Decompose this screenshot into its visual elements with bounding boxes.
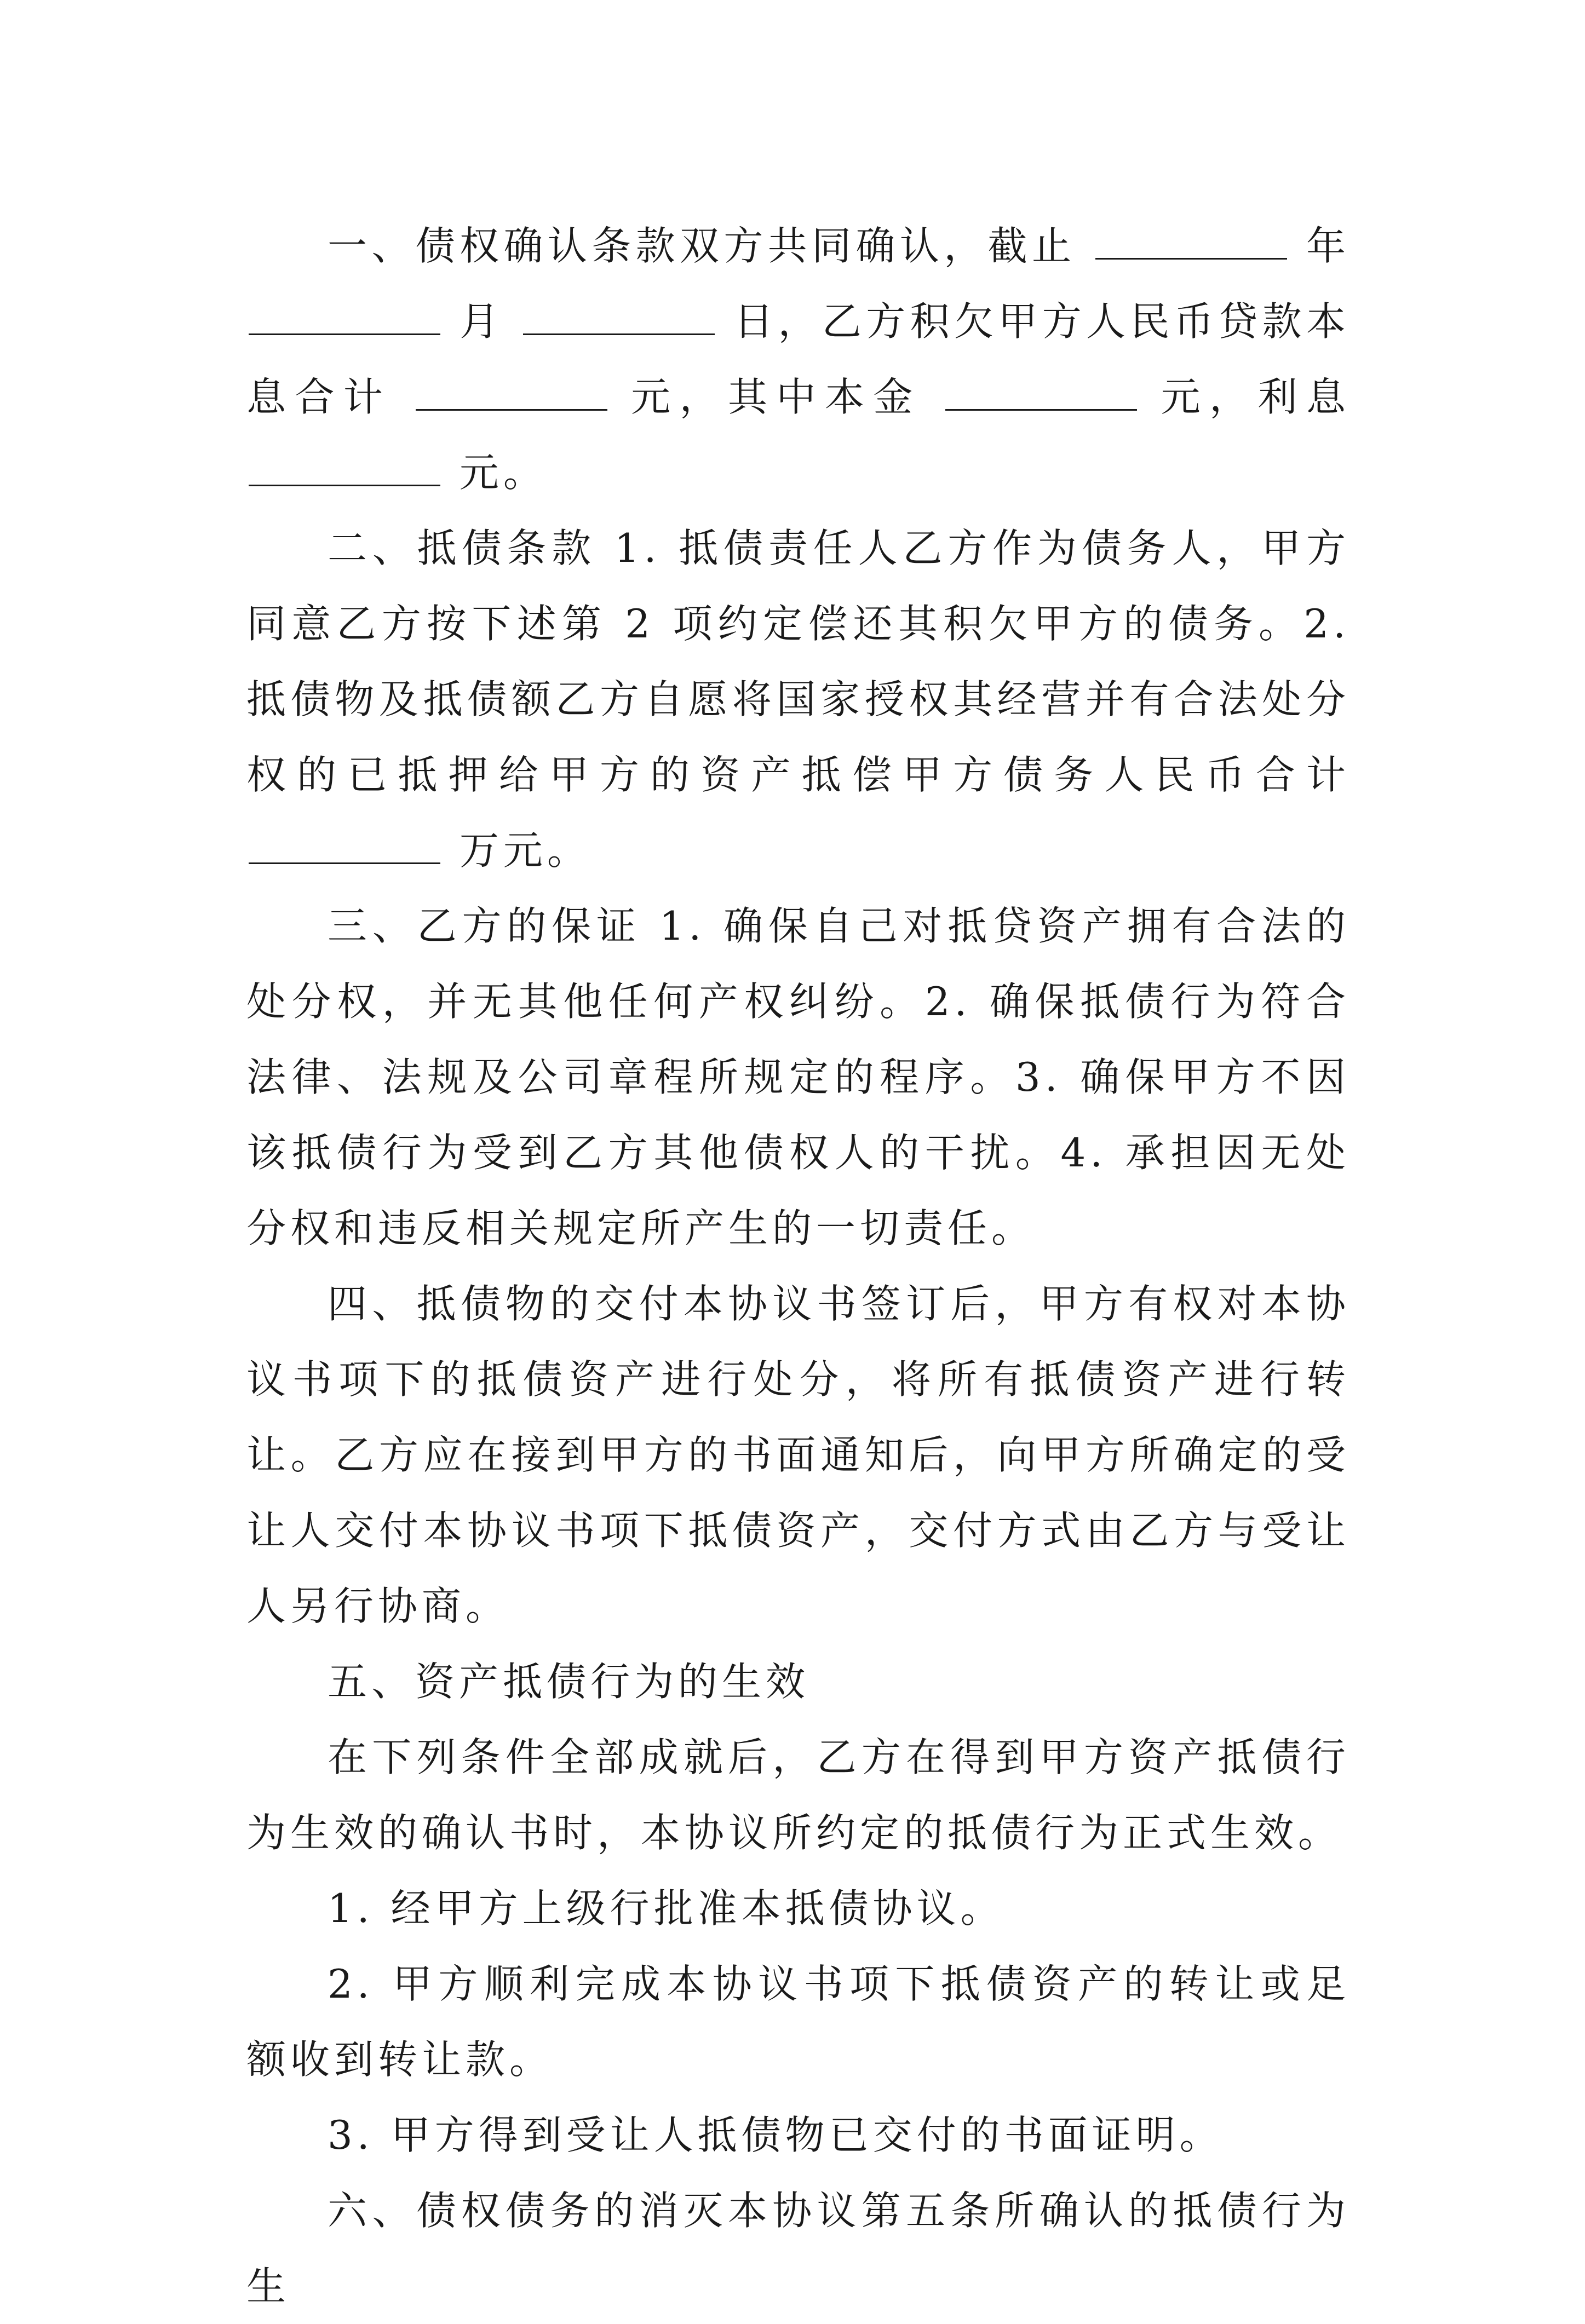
blank-offset-amount: [249, 832, 440, 864]
clause-1-text-d: 日，乙方积欠甲方人民币贷款本息合计: [246, 298, 1350, 420]
document-page: [246, 208, 1350, 2324]
clause-1-text-b: 年: [1306, 223, 1350, 269]
clause-1-text-e: 元，其中本金: [631, 374, 922, 420]
clause-2-offset-terms: [246, 510, 1350, 888]
blank-interest: [249, 454, 440, 486]
clause-2-text-b: 万元。: [459, 827, 591, 873]
blank-principal: [945, 378, 1137, 411]
blank-year: [1095, 227, 1287, 260]
clause-6-extinction: 六、债权债务的消灭本协议第五条所确认的抵债行为生: [246, 2188, 1350, 2309]
clause-5-title: 五、资产抵债行为的生效: [328, 1659, 810, 1705]
clause-3-guarantees: 三、乙方的保证 1. 确保自己对抵贷资产拥有合法的处分权，并无其他任何产权纠纷。2. 确保抵债行为符合法律、法规及公司章程所规定的程序。3. 确保甲方不因该抵债行为受到乙方其他债权人的干扰。4. 承担因无处分权和违反相关规定所产生的一切责任。: [246, 903, 1350, 1251]
clause-1-debt-confirmation: [246, 208, 1350, 510]
clause-5-item-1: 1. 经甲方上级行批准本抵债协议。: [328, 1885, 1004, 1931]
clause-2-text-a: 二、抵债条款 1. 抵债责任人乙方作为债务人，甲方同意乙方按下述第 2 项约定偿还其积欠甲方的债务。2. 抵债物及抵债额乙方自愿将国家授权其经营并有合法处分权的已抵押给甲方的资产抵偿甲方债务人民币合计: [246, 525, 1350, 798]
clause-1-text-g: 元。: [459, 450, 547, 496]
clause-5-item-3: 3. 甲方得到受让人抵债物已交付的书面证明。: [328, 2112, 1224, 2158]
clause-4-delivery: 四、抵债物的交付本协议书签订后，甲方有权对本协议书项下的抵债资产进行处分，将所有抵债资产进行转让。乙方应在接到甲方的书面通知后，向甲方所确定的受让人交付本协议书项下抵债资产，交付方式由乙方与受让人另行协商。: [246, 1281, 1350, 1629]
clause-5-body: 在下列条件全部成就后，乙方在得到甲方资产抵债行为生效的确认书时，本协议所约定的抵债行为正式生效。: [246, 1734, 1350, 1856]
clause-1-text-a: 一、债权确认条款双方共同确认，截止: [328, 223, 1076, 269]
blank-total-amount: [416, 378, 607, 411]
clause-1-text-f: 元，利息: [1161, 374, 1350, 420]
clause-5-item-2: 2. 甲方顺利完成本协议书项下抵债资产的转让或足额收到转让款。: [246, 1961, 1350, 2083]
blank-day: [523, 303, 715, 335]
clause-1-text-c: 月: [460, 298, 504, 344]
blank-month: [249, 303, 440, 335]
